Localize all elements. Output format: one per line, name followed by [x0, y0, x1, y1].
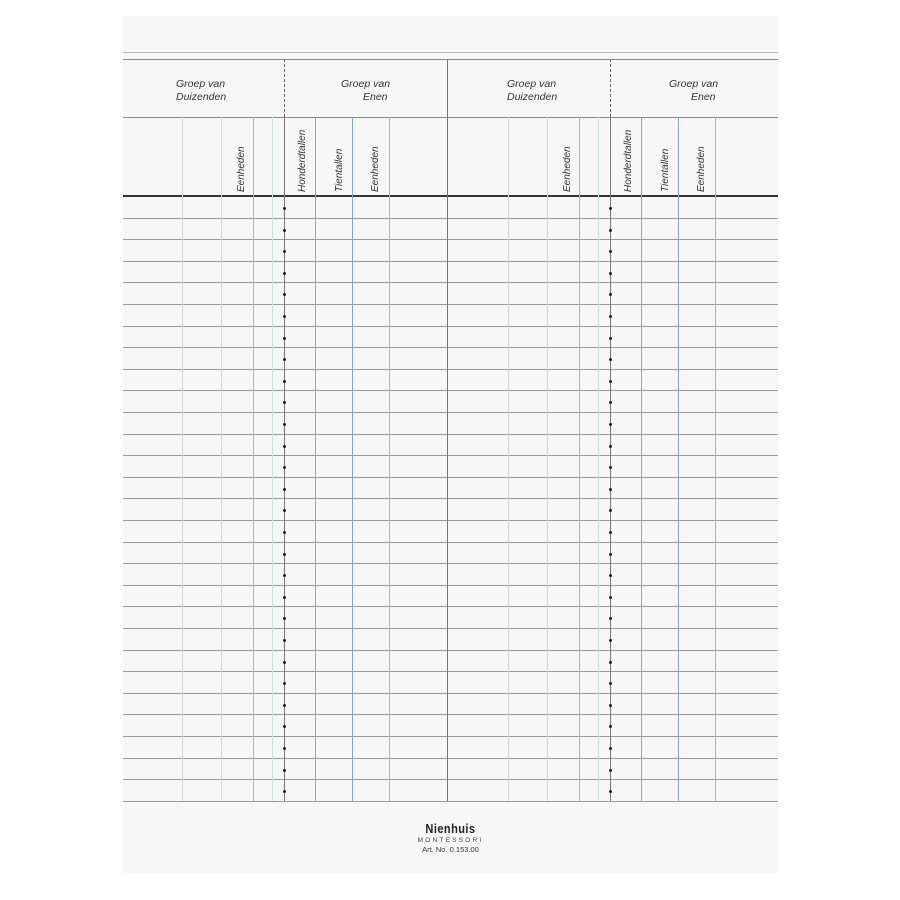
separator-dot — [283, 380, 286, 383]
separator-dot — [283, 531, 286, 534]
separator-dot — [609, 574, 612, 577]
separator-dot — [283, 250, 286, 253]
separator-dot — [609, 445, 612, 448]
separator-dot — [283, 358, 286, 361]
separator-dot — [609, 639, 612, 642]
separator-dot — [609, 380, 612, 383]
column-line — [253, 117, 254, 801]
separator-dot — [609, 207, 612, 210]
separator-dot — [609, 293, 612, 296]
column-line — [284, 117, 285, 801]
column-label-eenheden-thousands-left: Eenheden — [236, 146, 247, 192]
row-line — [123, 801, 778, 802]
column-label-tientallen-right: Tientallen — [660, 148, 671, 192]
separator-dot — [609, 229, 612, 232]
brand-subtitle: MONTESSORI — [417, 837, 484, 844]
brand-block — [123, 820, 778, 854]
separator-dot — [609, 488, 612, 491]
column-line — [547, 117, 548, 801]
group-title-line2: Duizenden — [507, 91, 558, 103]
separator-dot — [609, 358, 612, 361]
separator-dot — [283, 272, 286, 275]
separator-dot — [609, 790, 612, 793]
article-number: Art. No. 0.153.00 — [422, 845, 479, 854]
group-divider-left — [284, 59, 285, 117]
separator-dot — [283, 207, 286, 210]
header-top-line — [123, 59, 778, 60]
separator-dot — [283, 488, 286, 491]
column-label-honderdtallen-right: Honderdtallen — [623, 129, 634, 192]
column-line — [610, 117, 611, 801]
group-title-line1: Groep van — [176, 78, 226, 90]
separator-dot — [283, 229, 286, 232]
separator-dot — [609, 769, 612, 772]
column-label-eenheden-thousands-right: Eenheden — [562, 146, 573, 192]
separator-dot — [283, 337, 286, 340]
group-title-line1: Groep van — [669, 78, 719, 90]
group-title-line2: Enen — [363, 91, 388, 103]
separator-dot — [609, 725, 612, 728]
separator-dot — [283, 445, 286, 448]
separator-dot — [609, 661, 612, 664]
separator-dot — [609, 272, 612, 275]
separator-dot — [283, 747, 286, 750]
separator-dot — [283, 596, 286, 599]
separator-dot — [283, 790, 286, 793]
separator-dot — [609, 423, 612, 426]
group-title-thousands-right — [507, 78, 557, 104]
separator-dot — [609, 682, 612, 685]
group-title-thousands-left — [176, 78, 226, 104]
separator-dot — [609, 617, 612, 620]
separator-dot — [609, 315, 612, 318]
separator-dot — [609, 337, 612, 340]
column-line — [598, 117, 599, 801]
column-label-eenheden-ones-right: Eenheden — [696, 146, 707, 192]
separator-dot — [283, 617, 286, 620]
separator-dot — [609, 553, 612, 556]
separator-dot — [609, 531, 612, 534]
column-line — [641, 117, 642, 801]
separator-dot — [609, 704, 612, 707]
separator-dot — [283, 574, 286, 577]
group-title-line2: Enen — [691, 91, 716, 103]
separator-dot — [283, 509, 286, 512]
separator-dot — [609, 250, 612, 253]
column-label-tientallen-left: Tientallen — [334, 148, 345, 192]
column-label-honderdtallen-left: Honderdtallen — [297, 129, 308, 192]
separator-dot — [283, 725, 286, 728]
separator-dot — [283, 769, 286, 772]
separator-dot — [283, 639, 286, 642]
group-title-ones-left — [341, 78, 390, 104]
column-line — [182, 117, 183, 801]
center-divider — [447, 59, 448, 801]
separator-dot — [283, 704, 286, 707]
column-line — [315, 117, 316, 801]
brand-name: Nienhuis — [425, 821, 476, 836]
column-line — [389, 117, 390, 801]
group-title-line1: Groep van — [507, 78, 557, 90]
column-line — [678, 117, 679, 801]
column-line — [508, 117, 509, 801]
top-border-line — [123, 52, 778, 53]
separator-dot — [609, 509, 612, 512]
group-divider-right — [610, 59, 611, 117]
separator-dot — [283, 661, 286, 664]
column-line — [272, 117, 273, 801]
separator-dot — [283, 553, 286, 556]
separator-dot — [283, 293, 286, 296]
group-title-ones-right — [669, 78, 718, 104]
separator-dot — [609, 747, 612, 750]
separator-dot — [283, 682, 286, 685]
group-title-line2: Duizenden — [176, 91, 227, 103]
worksheet-grid — [123, 16, 778, 873]
column-line — [352, 117, 353, 801]
column-label-eenheden-ones-left: Eenheden — [370, 146, 381, 192]
separator-dot — [283, 466, 286, 469]
separator-dot — [283, 401, 286, 404]
separator-dot — [609, 401, 612, 404]
separator-dot — [609, 596, 612, 599]
group-title-line1: Groep van — [341, 78, 391, 90]
column-line — [221, 117, 222, 801]
column-line — [715, 117, 716, 801]
separator-dot — [609, 466, 612, 469]
column-line — [579, 117, 580, 801]
separator-dot — [283, 423, 286, 426]
separator-dot — [283, 315, 286, 318]
worksheet-page — [123, 16, 778, 873]
